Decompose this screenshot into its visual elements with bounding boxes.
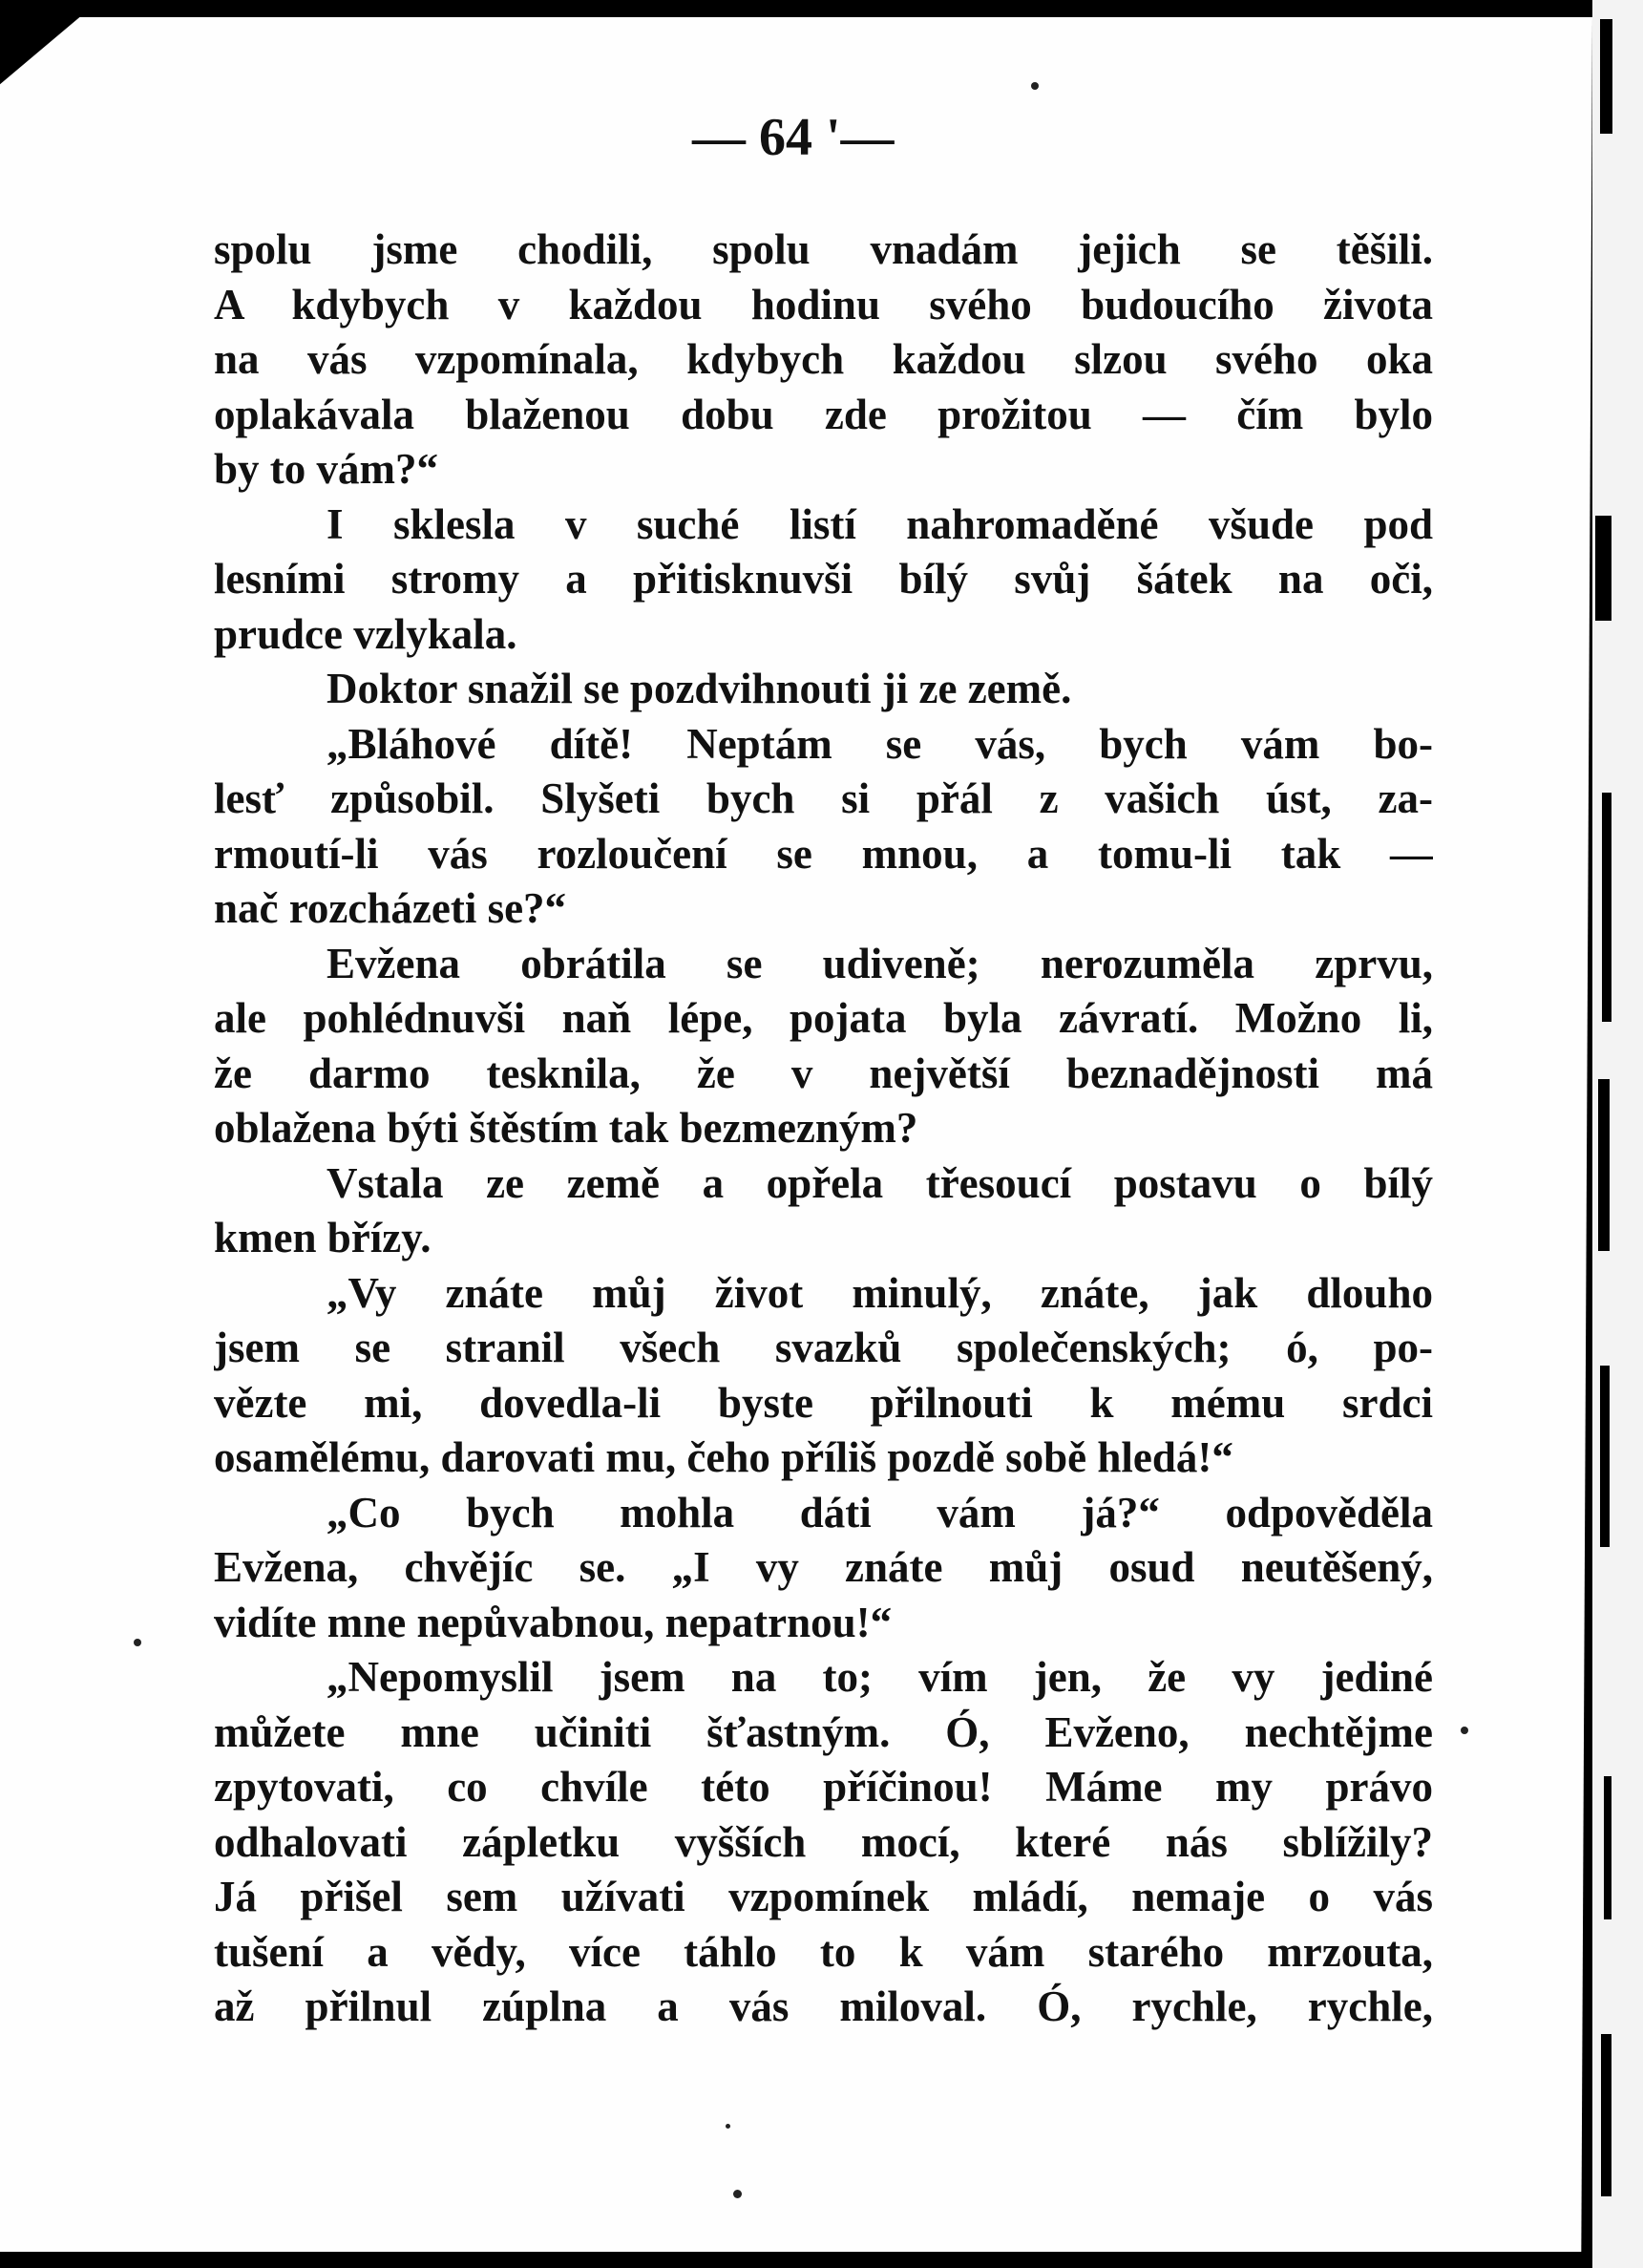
text-line: lesť způsobil. Slyšeti bych si přál z vašich úst, za- (214, 774, 1433, 822)
text-line: až přilnul zúplna a vás miloval. Ó, rychle, rychle, (214, 1982, 1433, 2030)
body-text (214, 222, 1433, 2055)
text-line: Vstala ze země a opřela třesoucí postavu o bílý (326, 1159, 1433, 1207)
scan-edge-mark (1598, 1079, 1610, 1251)
text-line: lesními stromy a přitisknuvši bílý svůj šátek na oči, (214, 555, 1433, 603)
print-speck (134, 1639, 141, 1646)
text-line: „Bláhové dítě! Neptám se vás, bych vám bo- (326, 720, 1433, 768)
print-speck (1031, 82, 1039, 90)
scan-edge-mark (1604, 1776, 1611, 1919)
text-line: jsem se stranil všech svazků společenských; ó, po- (214, 1324, 1433, 1371)
text-line: prudce vzlykala. (214, 610, 517, 658)
text-line: by to vám?“ (214, 445, 438, 493)
scan-edge-mark (1595, 516, 1611, 621)
print-speck (733, 2190, 742, 2198)
text-line: spolu jsme chodili, spolu vnadám jejich se těšili. (214, 225, 1433, 273)
text-line: nač rozcházeti se?“ (214, 884, 567, 932)
page-number: — 64 '— (692, 108, 895, 167)
text-line: osamělému, darovati mu, čeho příliš pozdě sobě hledá!“ (214, 1433, 1233, 1481)
scan-edge-mark (1601, 2034, 1611, 2196)
text-line: odhalovati zápletku vyšších mocí, které nás sblížily? (214, 1818, 1433, 1866)
text-line: Evžena, chvějíc se. „I vy znáte můj osud neutěšený, (214, 1543, 1433, 1591)
text-line: „Vy znáte můj život minulý, znáte, jak dlouho (326, 1269, 1433, 1317)
text-line: oblažena býti štěstím tak bezmezným? (214, 1104, 918, 1152)
print-speck (726, 2124, 730, 2129)
text-line: „Nepomyslil jsem na to; vím jen, že vy jediné (326, 1653, 1433, 1701)
text-line: Evžena obrátila se udiveně; nerozuměla zprvu, (326, 940, 1433, 987)
text-line: Doktor snažil se pozdvihnouti ji ze země. (326, 665, 1072, 712)
text-line: I sklesla v suché listí nahromaděné všude pod (326, 500, 1433, 548)
text-line: „Co bych mohla dáti vám já?“ odpověděla (326, 1489, 1433, 1537)
text-line: vězte mi, dovedla-li byste přilnouti k mému srdci (214, 1379, 1433, 1427)
text-line: vidíte mne nepůvabnou, nepatrnou!“ (214, 1599, 893, 1646)
text-line: kmen břízy. (214, 1214, 432, 1261)
text-line: ale pohlédnuvši naň lépe, pojata byla závratí. Možno li, (214, 994, 1433, 1042)
text-line: A kdybych v každou hodinu svého budoucího života (214, 281, 1433, 329)
text-line: oplakávala blaženou dobu zde prožitou — čím bylo (214, 391, 1433, 438)
text-line: rmoutí-li vás rozloučení se mnou, a tomu-li tak — (214, 830, 1433, 878)
scan-edge-mark (1600, 1366, 1610, 1547)
scan-edge-mark (1600, 19, 1612, 134)
page-edge-strip (1592, 0, 1643, 2268)
text-line: na vás vzpomínala, kdybych každou slzou svého oka (214, 335, 1433, 383)
text-line: můžete mne učiniti šťastným. Ó, Evženo, nechtějme (214, 1708, 1433, 1756)
text-line: Já přišel sem užívati vzpomínek mládí, nemaje o vás (214, 1873, 1433, 1920)
text-line: že darmo tesknila, že v největší beznadějnosti má (214, 1049, 1433, 1097)
scan-edge-mark (1602, 793, 1611, 1022)
text-line: zpytovati, co chvíle této příčinou! Máme my právo (214, 1763, 1433, 1811)
print-speck (1461, 1727, 1468, 1734)
text-line: tušení a vědy, více táhlo to k vám starého mrzouta, (214, 1928, 1433, 1976)
